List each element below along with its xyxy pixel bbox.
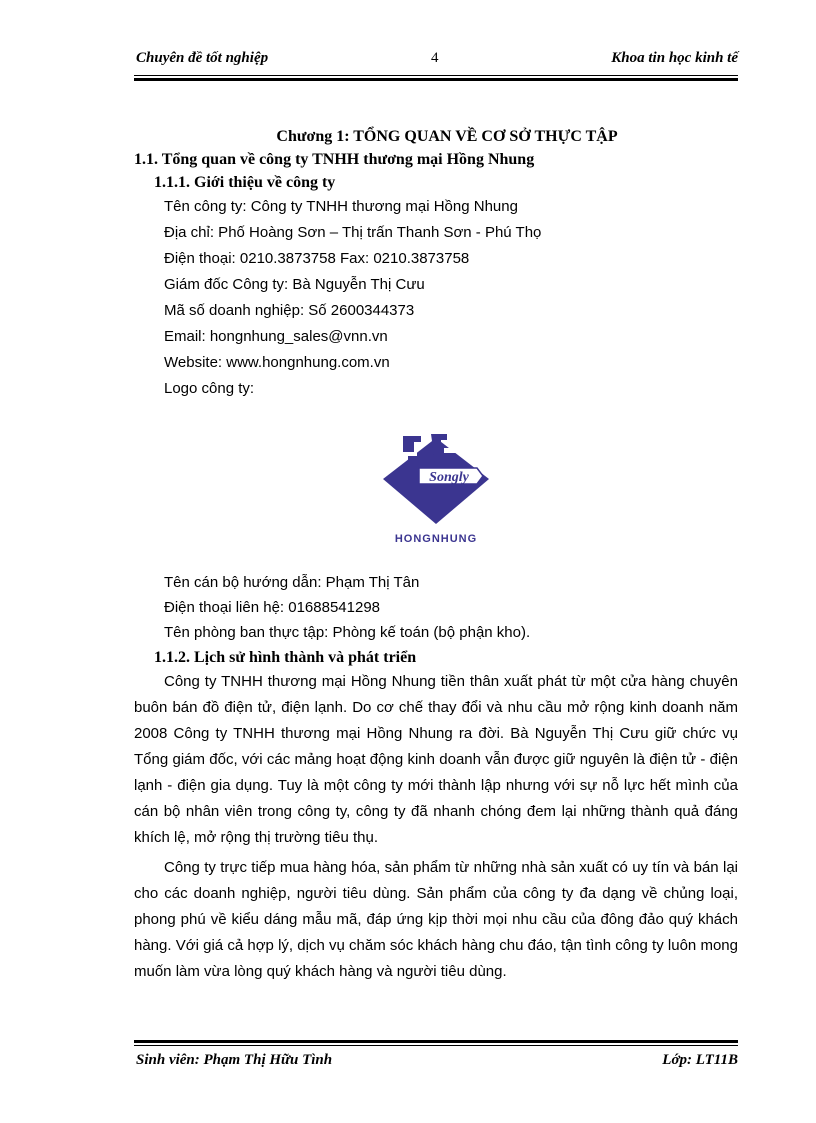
company-name-line: Tên công ty: Công ty TNHH thương mại Hồng Nhung <box>164 198 518 215</box>
page-header <box>134 46 738 70</box>
section-heading-1-1-2: 1.1.2. Lịch sử hình thành và phát triển <box>154 649 417 666</box>
history-paragraph-1: Công ty TNHH thương mại Hồng Nhung tiền thân xuất phát từ một cửa hàng chuyên buôn bán đồ điện tử, điện lạnh. Do cơ chế thay đổi và nhu cầu mở rộng kinh doanh năm 2008 Công ty TNHH thương mại Hồng Nhung ra đời. Bà Nguyễn Thị Cưu giữ chức vụ Tổng giám đốc, với các mảng hoạt động kinh doanh vẫn được giữ nguyên là điện tử - điện lạnh - điện gia dụng. Tuy là một công ty mới thành lập nhưng với sự nỗ lực hết mình của cán bộ nhân viên trong công ty, công ty đã nhanh chóng đem lại những thành quả đáng khích lệ, mở rộng thị trường tiêu thụ. <box>134 673 738 846</box>
company-email-line: Email: hongnhung_sales@vnn.vn <box>164 328 388 345</box>
company-phone-line: Điện thoại: 0210.3873758 Fax: 0210.3873758 <box>164 250 470 267</box>
company-tax-code-line: Mã số doanh nghiệp: Số 2600344373 <box>164 302 415 319</box>
footer-class: Lớp: LT11B <box>662 1052 738 1068</box>
footer-student-name: Sinh viên: Phạm Thị Hữu Tình <box>136 1052 333 1068</box>
chapter-title: Chương 1: TỔNG QUAN VỀ CƠ SỞ THỰC TẬP <box>276 128 618 145</box>
page-footer <box>134 1050 738 1072</box>
section-heading-1-1: 1.1. Tổng quan về công ty TNHH thương mại Hồng Nhung <box>134 151 535 168</box>
company-address-line: Địa chỉ: Phố Hoàng Sơn – Thị trấn Thanh Sơn - Phú Thọ <box>164 224 542 241</box>
company-website-line: Website: www.hongnhung.com.vn <box>164 354 390 371</box>
header-faculty: Khoa tin học kinh tế <box>611 50 738 66</box>
company-logo-label: Logo công ty: <box>164 380 255 397</box>
footer-rule-thick <box>134 1040 738 1043</box>
logo-mark-icon <box>371 424 501 544</box>
logo-caption: HONGNHUNG <box>394 533 478 544</box>
section-heading-1-1-1: 1.1.1. Giới thiệu về công ty <box>154 174 336 191</box>
logo-brand-text: Songly <box>429 470 469 485</box>
supervisor-phone-line: Điện thoại liên hệ: 01688541298 <box>164 599 381 616</box>
footer-rule-thin <box>134 1045 738 1046</box>
company-director-line: Giám đốc Công ty: Bà Nguyễn Thị Cưu <box>164 276 425 293</box>
internship-department-line: Tên phòng ban thực tập: Phòng kế toán (bộ phận kho). <box>164 624 531 641</box>
company-logo <box>134 424 738 574</box>
history-paragraph-2: Công ty trực tiếp mua hàng hóa, sản phẩm từ những nhà sản xuất có uy tín và bán lại cho các doanh nghiệp, người tiêu dùng. Sản phẩm của công ty đa dạng về chủng loại, phong phú về kiểu dáng mẫu mã, đáp ứng kịp thời mọi nhu cầu của đông đảo quý khách hàng. Với giá cả hợp lý, dịch vụ chăm sóc khách hàng chu đáo, tận tình công ty luôn mong muốn làm vừa lòng quý khách hàng và người tiêu dùng. <box>134 859 738 980</box>
header-rule-thick <box>134 78 738 81</box>
page-body <box>134 128 738 985</box>
header-course-title: Chuyên đề tốt nghiệp <box>136 50 269 66</box>
supervisor-name-line: Tên cán bộ hướng dẫn: Phạm Thị Tân <box>164 574 420 591</box>
header-rule-thin <box>134 75 738 76</box>
page-number: 4 <box>431 50 439 66</box>
